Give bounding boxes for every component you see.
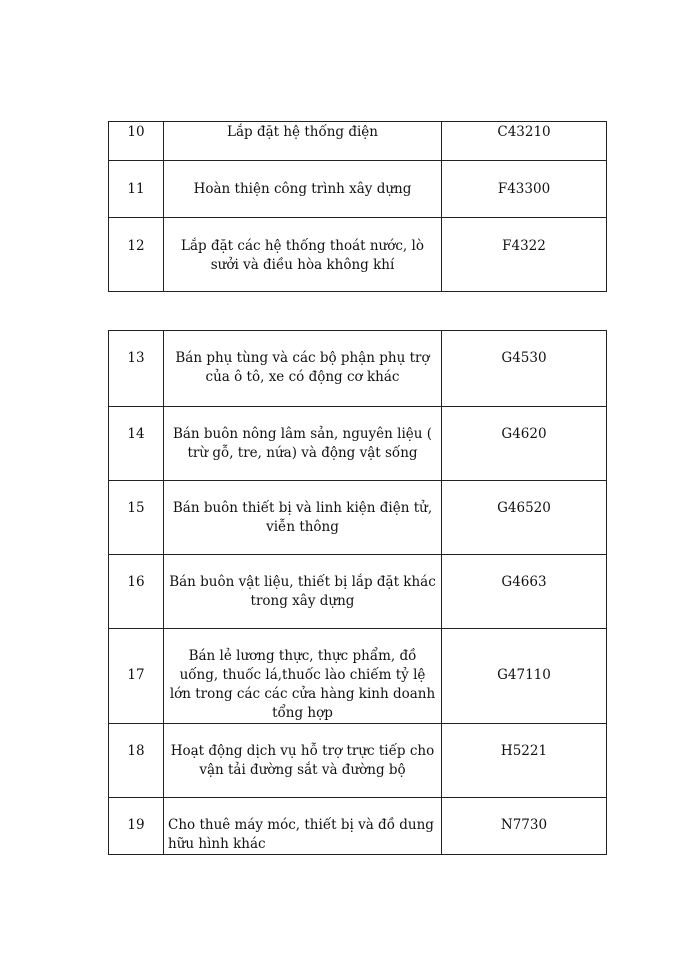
table-row (109, 555, 607, 629)
row-description: Hoạt động dịch vụ hỗ trợ trực tiếp cho vận tải đường sắt và đường bộ (164, 724, 442, 798)
row-number: 12 (109, 218, 164, 292)
row-code: H5221 (442, 724, 607, 798)
table-row (109, 218, 607, 292)
table-row (109, 798, 607, 855)
row-description: Hoàn thiện công trình xây dựng (164, 161, 442, 218)
row-code: N7730 (442, 798, 607, 855)
row-description: Cho thuê máy móc, thiết bị và đồ dung hữu hình khác (164, 798, 442, 855)
row-number: 13 (109, 331, 164, 407)
table-row (109, 331, 607, 407)
row-number: 18 (109, 724, 164, 798)
row-description: Bán buôn vật liệu, thiết bị lắp đặt khác trong xây dựng (164, 555, 442, 629)
row-description: Lắp đặt hệ thống điện (164, 122, 442, 161)
row-description: Bán buôn nông lâm sản, nguyên liệu ( trừ gỗ, tre, nứa) và động vật sống (164, 407, 442, 481)
table-row (109, 407, 607, 481)
table-row (109, 481, 607, 555)
table-row (109, 122, 607, 161)
row-description: Bán lẻ lương thực, thực phẩm, đồ uống, thuốc lá,thuốc lào chiếm tỷ lệ lớn trong các các cửa hàng kinh doanh tổng hợp (164, 629, 442, 724)
row-number: 19 (109, 798, 164, 855)
row-description: Bán phụ tùng và các bộ phận phụ trợ của ô tô, xe có động cơ khác (164, 331, 442, 407)
table-row (109, 629, 607, 724)
row-code: G46520 (442, 481, 607, 555)
row-code: G47110 (442, 629, 607, 724)
row-code: G4663 (442, 555, 607, 629)
row-code: G4530 (442, 331, 607, 407)
row-number: 16 (109, 555, 164, 629)
row-code: F4322 (442, 218, 607, 292)
row-number: 14 (109, 407, 164, 481)
row-code: F43300 (442, 161, 607, 218)
business-lines-table-2 (108, 330, 607, 855)
row-number: 17 (109, 629, 164, 724)
business-lines-table-1 (108, 121, 607, 292)
row-number: 15 (109, 481, 164, 555)
table-row (109, 724, 607, 798)
row-description: Lắp đặt các hệ thống thoát nước, lò sưởi và điều hòa không khí (164, 218, 442, 292)
row-number: 11 (109, 161, 164, 218)
row-description: Bán buôn thiết bị và linh kiện điện tử, viễn thông (164, 481, 442, 555)
table-row (109, 161, 607, 218)
row-code: G4620 (442, 407, 607, 481)
row-code: C43210 (442, 122, 607, 161)
row-number: 10 (109, 122, 164, 161)
